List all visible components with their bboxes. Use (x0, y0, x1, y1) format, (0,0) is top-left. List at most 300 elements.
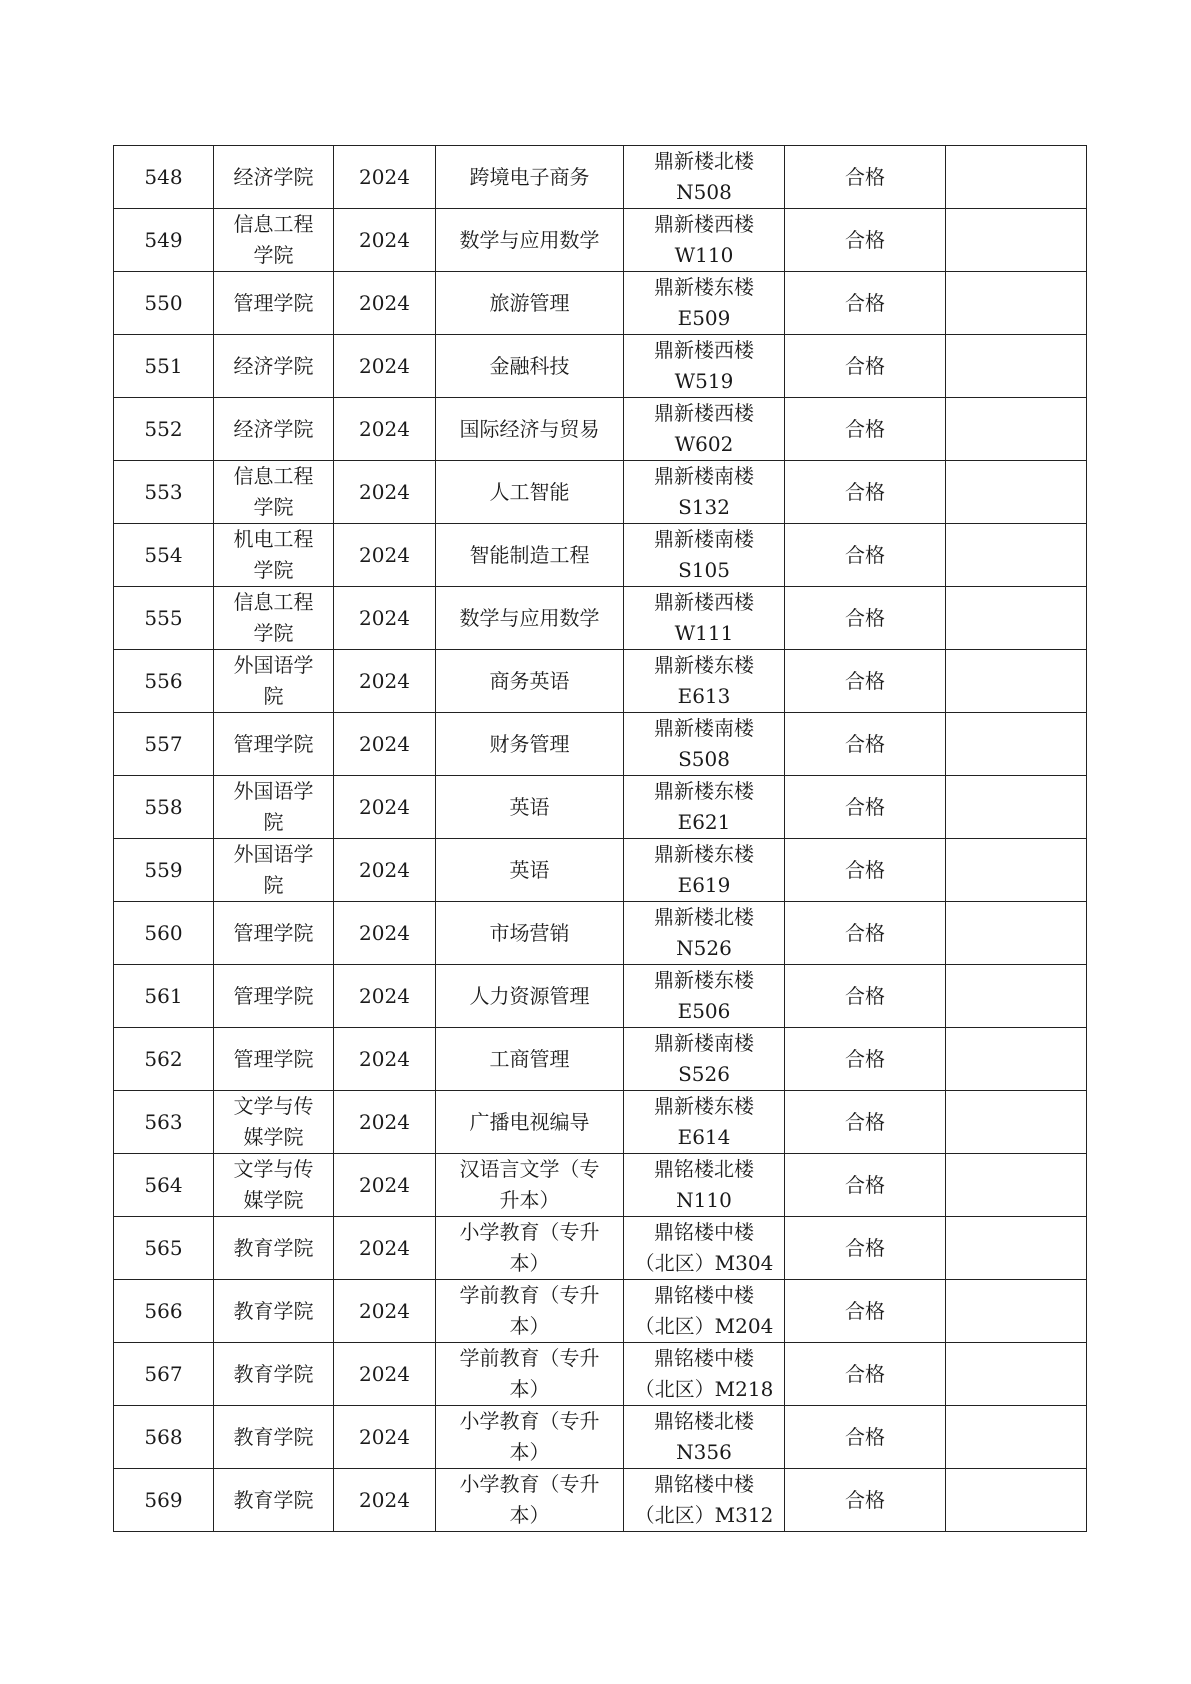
row-number-cell (114, 1280, 214, 1343)
result-cell (785, 1154, 946, 1217)
major-cell (436, 398, 624, 461)
room-cell (624, 1091, 785, 1154)
college-cell (214, 398, 334, 461)
row-number-cell (114, 1343, 214, 1406)
row-number-cell (114, 587, 214, 650)
room-cell-text: 鼎铭楼北楼 N356 (654, 1409, 754, 1464)
room-cell-text: 鼎新楼南楼 S526 (654, 1031, 754, 1086)
row-number-cell (114, 1469, 214, 1532)
college-cell-text: 信息工程 学院 (233, 590, 314, 645)
result-cell-text: 合格 (845, 1487, 885, 1512)
major-cell-text: 智能制造工程 (469, 542, 590, 567)
major-cell (436, 335, 624, 398)
remark-cell (946, 335, 1087, 398)
result-cell (785, 650, 946, 713)
remark-cell (946, 839, 1087, 902)
major-cell (436, 1406, 624, 1469)
table-row (114, 1091, 1087, 1154)
college-cell-text: 管理学院 (233, 1046, 314, 1071)
remark-cell (946, 776, 1087, 839)
room-cell-text: 鼎新楼北楼 N526 (654, 905, 754, 960)
result-cell-text: 合格 (845, 668, 885, 693)
row-number-cell-text: 560 (144, 920, 183, 945)
remark-cell (946, 146, 1087, 209)
college-cell (214, 587, 334, 650)
room-cell-text: 鼎新楼西楼 W110 (654, 212, 754, 267)
year-cell (334, 272, 436, 335)
result-cell-text: 合格 (845, 1109, 885, 1134)
row-number-cell (114, 398, 214, 461)
room-cell (624, 1469, 785, 1532)
college-cell-text: 教育学院 (233, 1235, 314, 1260)
room-cell (624, 461, 785, 524)
year-cell (334, 209, 436, 272)
year-cell-text: 2024 (359, 1361, 410, 1386)
result-cell (785, 146, 946, 209)
college-cell (214, 461, 334, 524)
room-cell (624, 839, 785, 902)
result-cell (785, 1280, 946, 1343)
result-cell (785, 1091, 946, 1154)
college-cell-text: 教育学院 (233, 1487, 314, 1512)
room-cell (624, 524, 785, 587)
result-cell-text: 合格 (845, 416, 885, 441)
major-cell (436, 146, 624, 209)
table-row (114, 839, 1087, 902)
room-cell-text: 鼎新楼东楼 E619 (654, 842, 754, 897)
result-cell (785, 839, 946, 902)
result-cell-text: 合格 (845, 1172, 885, 1197)
year-cell-text: 2024 (359, 542, 410, 567)
row-number-cell-text: 567 (144, 1361, 183, 1386)
major-cell (436, 461, 624, 524)
remark-cell (946, 965, 1087, 1028)
result-cell-text: 合格 (845, 1046, 885, 1071)
year-cell (334, 650, 436, 713)
major-cell-text: 学前教育（专升 本） (459, 1346, 600, 1401)
room-cell (624, 713, 785, 776)
room-cell (624, 587, 785, 650)
room-cell (624, 335, 785, 398)
result-cell-text: 合格 (845, 1424, 885, 1449)
major-cell-text: 小学教育（专升 本） (459, 1220, 600, 1275)
row-number-cell-text: 558 (144, 794, 183, 819)
table-row (114, 272, 1087, 335)
table-row (114, 587, 1087, 650)
college-cell-text: 信息工程 学院 (233, 212, 314, 267)
table-row (114, 209, 1087, 272)
year-cell-text: 2024 (359, 1487, 410, 1512)
row-number-cell-text: 554 (144, 542, 183, 567)
row-number-cell (114, 839, 214, 902)
remark-cell (946, 398, 1087, 461)
major-cell (436, 1343, 624, 1406)
row-number-cell-text: 553 (144, 479, 183, 504)
room-cell (624, 902, 785, 965)
result-cell (785, 272, 946, 335)
major-cell-text: 广播电视编导 (469, 1109, 590, 1134)
dormitory-inspection-table (113, 145, 1087, 1532)
major-cell (436, 524, 624, 587)
year-cell-text: 2024 (359, 857, 410, 882)
major-cell-text: 国际经济与贸易 (459, 416, 600, 441)
table-row (114, 902, 1087, 965)
year-cell-text: 2024 (359, 794, 410, 819)
college-cell (214, 524, 334, 587)
room-cell-text: 鼎新楼南楼 S508 (654, 716, 754, 771)
remark-cell (946, 587, 1087, 650)
result-cell (785, 1217, 946, 1280)
result-cell (785, 461, 946, 524)
year-cell (334, 1469, 436, 1532)
row-number-cell (114, 146, 214, 209)
row-number-cell-text: 564 (144, 1172, 183, 1197)
college-cell (214, 1406, 334, 1469)
major-cell (436, 776, 624, 839)
college-cell-text: 文学与传 媒学院 (233, 1157, 314, 1212)
room-cell-text: 鼎新楼西楼 W519 (654, 338, 754, 393)
year-cell-text: 2024 (359, 290, 410, 315)
row-number-cell-text: 559 (144, 857, 183, 882)
college-cell (214, 335, 334, 398)
row-number-cell (114, 1091, 214, 1154)
row-number-cell-text: 555 (144, 605, 183, 630)
remark-cell (946, 1028, 1087, 1091)
remark-cell (946, 1406, 1087, 1469)
room-cell (624, 776, 785, 839)
row-number-cell (114, 965, 214, 1028)
college-cell (214, 1469, 334, 1532)
year-cell (334, 839, 436, 902)
room-cell-text: 鼎铭楼中楼 （北区）M304 (634, 1220, 774, 1275)
room-cell (624, 146, 785, 209)
row-number-cell (114, 461, 214, 524)
row-number-cell (114, 1217, 214, 1280)
result-cell-text: 合格 (845, 290, 885, 315)
year-cell-text: 2024 (359, 1424, 410, 1449)
row-number-cell (114, 776, 214, 839)
result-cell-text: 合格 (845, 731, 885, 756)
room-cell (624, 1028, 785, 1091)
college-cell (214, 839, 334, 902)
major-cell (436, 1091, 624, 1154)
table-row (114, 146, 1087, 209)
room-cell-text: 鼎新楼北楼 N508 (654, 149, 754, 204)
table-row (114, 1028, 1087, 1091)
result-cell (785, 776, 946, 839)
row-number-cell (114, 1154, 214, 1217)
college-cell-text: 教育学院 (233, 1424, 314, 1449)
result-cell-text: 合格 (845, 353, 885, 378)
year-cell (334, 1343, 436, 1406)
year-cell-text: 2024 (359, 668, 410, 693)
row-number-cell (114, 524, 214, 587)
row-number-cell-text: 566 (144, 1298, 183, 1323)
row-number-cell-text: 565 (144, 1235, 183, 1260)
result-cell-text: 合格 (845, 605, 885, 630)
table-row (114, 1154, 1087, 1217)
table-row (114, 335, 1087, 398)
major-cell-text: 旅游管理 (489, 290, 570, 315)
year-cell (334, 461, 436, 524)
table-row (114, 1280, 1087, 1343)
year-cell-text: 2024 (359, 920, 410, 945)
college-cell-text: 经济学院 (233, 416, 314, 441)
room-cell (624, 1406, 785, 1469)
remark-cell (946, 1469, 1087, 1532)
college-cell (214, 650, 334, 713)
major-cell (436, 839, 624, 902)
row-number-cell-text: 569 (144, 1487, 183, 1512)
result-cell-text: 合格 (845, 227, 885, 252)
room-cell-text: 鼎新楼东楼 E621 (654, 779, 754, 834)
college-cell (214, 272, 334, 335)
remark-cell (946, 461, 1087, 524)
year-cell (334, 1406, 436, 1469)
year-cell (334, 146, 436, 209)
room-cell (624, 1343, 785, 1406)
room-cell (624, 209, 785, 272)
room-cell (624, 1217, 785, 1280)
room-cell (624, 1280, 785, 1343)
college-cell (214, 776, 334, 839)
year-cell-text: 2024 (359, 479, 410, 504)
room-cell-text: 鼎新楼西楼 W111 (654, 590, 754, 645)
remark-cell (946, 1343, 1087, 1406)
year-cell (334, 713, 436, 776)
room-cell (624, 398, 785, 461)
result-cell (785, 965, 946, 1028)
result-cell-text: 合格 (845, 920, 885, 945)
row-number-cell (114, 209, 214, 272)
year-cell (334, 1028, 436, 1091)
college-cell-text: 外国语学 院 (233, 842, 314, 897)
room-cell (624, 1154, 785, 1217)
major-cell (436, 1154, 624, 1217)
college-cell (214, 1028, 334, 1091)
year-cell (334, 524, 436, 587)
year-cell-text: 2024 (359, 1109, 410, 1134)
room-cell-text: 鼎新楼东楼 E614 (654, 1094, 754, 1149)
major-cell-text: 小学教育（专升 本） (459, 1409, 600, 1464)
major-cell-text: 市场营销 (489, 920, 570, 945)
room-cell-text: 鼎新楼东楼 E613 (654, 653, 754, 708)
result-cell-text: 合格 (845, 479, 885, 504)
table-row (114, 461, 1087, 524)
table-body (114, 146, 1087, 1532)
result-cell (785, 1343, 946, 1406)
college-cell-text: 教育学院 (233, 1298, 314, 1323)
year-cell (334, 587, 436, 650)
college-cell-text: 机电工程 学院 (233, 527, 314, 582)
row-number-cell-text: 568 (144, 1424, 183, 1449)
table-row (114, 1343, 1087, 1406)
year-cell (334, 1280, 436, 1343)
row-number-cell (114, 272, 214, 335)
row-number-cell (114, 1028, 214, 1091)
result-cell (785, 524, 946, 587)
row-number-cell-text: 556 (144, 668, 183, 693)
room-cell-text: 鼎新楼东楼 E506 (654, 968, 754, 1023)
row-number-cell-text: 562 (144, 1046, 183, 1071)
room-cell-text: 鼎新楼南楼 S105 (654, 527, 754, 582)
major-cell-text: 英语 (509, 794, 550, 819)
college-cell-text: 文学与传 媒学院 (233, 1094, 314, 1149)
result-cell-text: 合格 (845, 542, 885, 567)
room-cell-text: 鼎铭楼北楼 N110 (654, 1157, 754, 1212)
result-cell-text: 合格 (845, 857, 885, 882)
college-cell (214, 209, 334, 272)
college-cell-text: 信息工程 学院 (233, 464, 314, 519)
major-cell (436, 1469, 624, 1532)
year-cell-text: 2024 (359, 1298, 410, 1323)
college-cell-text: 管理学院 (233, 290, 314, 315)
college-cell-text: 管理学院 (233, 983, 314, 1008)
table-row (114, 650, 1087, 713)
college-cell (214, 1343, 334, 1406)
year-cell (334, 1091, 436, 1154)
remark-cell (946, 1154, 1087, 1217)
major-cell-text: 英语 (509, 857, 550, 882)
year-cell (334, 1217, 436, 1280)
room-cell-text: 鼎新楼南楼 S132 (654, 464, 754, 519)
result-cell-text: 合格 (845, 164, 885, 189)
table-row (114, 1406, 1087, 1469)
remark-cell (946, 902, 1087, 965)
row-number-cell-text: 550 (144, 290, 183, 315)
room-cell (624, 965, 785, 1028)
college-cell (214, 146, 334, 209)
major-cell-text: 跨境电子商务 (469, 164, 590, 189)
table-row (114, 524, 1087, 587)
college-cell (214, 1091, 334, 1154)
college-cell (214, 1154, 334, 1217)
year-cell (334, 398, 436, 461)
remark-cell (946, 1217, 1087, 1280)
year-cell-text: 2024 (359, 605, 410, 630)
college-cell (214, 1280, 334, 1343)
major-cell (436, 650, 624, 713)
major-cell (436, 902, 624, 965)
remark-cell (946, 650, 1087, 713)
college-cell-text: 经济学院 (233, 164, 314, 189)
table-row (114, 713, 1087, 776)
row-number-cell-text: 557 (144, 731, 183, 756)
result-cell-text: 合格 (845, 1235, 885, 1260)
year-cell-text: 2024 (359, 983, 410, 1008)
row-number-cell-text: 561 (144, 983, 183, 1008)
year-cell-text: 2024 (359, 1046, 410, 1071)
result-cell (785, 1406, 946, 1469)
result-cell-text: 合格 (845, 1298, 885, 1323)
remark-cell (946, 272, 1087, 335)
result-cell-text: 合格 (845, 1361, 885, 1386)
row-number-cell (114, 1406, 214, 1469)
row-number-cell-text: 551 (144, 353, 183, 378)
row-number-cell-text: 552 (144, 416, 183, 441)
row-number-cell (114, 650, 214, 713)
major-cell (436, 587, 624, 650)
college-cell-text: 外国语学 院 (233, 779, 314, 834)
room-cell-text: 鼎新楼东楼 E509 (654, 275, 754, 330)
row-number-cell-text: 549 (144, 227, 183, 252)
major-cell (436, 965, 624, 1028)
result-cell (785, 335, 946, 398)
major-cell (436, 1280, 624, 1343)
row-number-cell-text: 548 (144, 164, 183, 189)
remark-cell (946, 1280, 1087, 1343)
room-cell-text: 鼎铭楼中楼 （北区）M204 (634, 1283, 774, 1338)
year-cell (334, 776, 436, 839)
college-cell-text: 经济学院 (233, 353, 314, 378)
row-number-cell-text: 563 (144, 1109, 183, 1134)
result-cell-text: 合格 (845, 983, 885, 1008)
year-cell-text: 2024 (359, 1172, 410, 1197)
year-cell-text: 2024 (359, 1235, 410, 1260)
row-number-cell (114, 902, 214, 965)
result-cell (785, 1469, 946, 1532)
major-cell-text: 工商管理 (489, 1046, 570, 1071)
room-cell-text: 鼎新楼西楼 W602 (654, 401, 754, 456)
table-row (114, 776, 1087, 839)
major-cell-text: 小学教育（专升 本） (459, 1472, 600, 1527)
year-cell (334, 335, 436, 398)
major-cell (436, 1217, 624, 1280)
remark-cell (946, 209, 1087, 272)
table-row (114, 1217, 1087, 1280)
remark-cell (946, 524, 1087, 587)
row-number-cell (114, 713, 214, 776)
major-cell (436, 1028, 624, 1091)
table-row (114, 398, 1087, 461)
year-cell (334, 965, 436, 1028)
major-cell (436, 272, 624, 335)
year-cell (334, 1154, 436, 1217)
major-cell-text: 汉语言文学（专 升本） (459, 1157, 600, 1212)
major-cell-text: 金融科技 (489, 353, 570, 378)
major-cell (436, 713, 624, 776)
result-cell (785, 209, 946, 272)
table-row (114, 1469, 1087, 1532)
year-cell-text: 2024 (359, 731, 410, 756)
result-cell (785, 398, 946, 461)
result-cell (785, 1028, 946, 1091)
year-cell-text: 2024 (359, 353, 410, 378)
room-cell-text: 鼎铭楼中楼 （北区）M312 (634, 1472, 774, 1527)
college-cell-text: 管理学院 (233, 920, 314, 945)
remark-cell (946, 1091, 1087, 1154)
college-cell-text: 教育学院 (233, 1361, 314, 1386)
remark-cell (946, 713, 1087, 776)
result-cell-text: 合格 (845, 794, 885, 819)
college-cell-text: 管理学院 (233, 731, 314, 756)
room-cell-text: 鼎铭楼中楼 （北区）M218 (634, 1346, 774, 1401)
college-cell-text: 外国语学 院 (233, 653, 314, 708)
result-cell (785, 713, 946, 776)
result-cell (785, 587, 946, 650)
year-cell (334, 902, 436, 965)
major-cell-text: 数学与应用数学 (459, 227, 600, 252)
row-number-cell (114, 335, 214, 398)
major-cell-text: 学前教育（专升 本） (459, 1283, 600, 1338)
college-cell (214, 713, 334, 776)
major-cell-text: 人力资源管理 (469, 983, 590, 1008)
college-cell (214, 902, 334, 965)
college-cell (214, 1217, 334, 1280)
result-cell (785, 902, 946, 965)
table-row (114, 965, 1087, 1028)
major-cell-text: 人工智能 (489, 479, 570, 504)
